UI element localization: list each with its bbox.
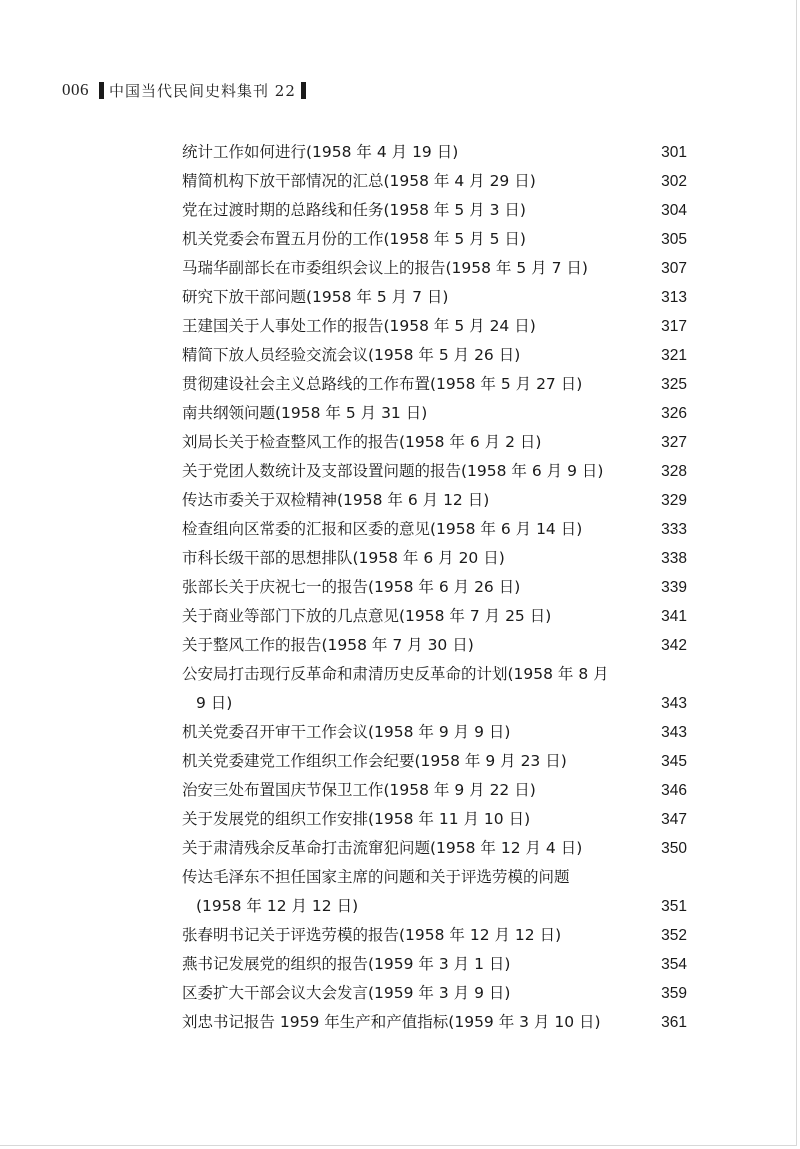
toc-entry-page: 317 (661, 318, 687, 335)
toc-entry-page: 342 (661, 637, 687, 654)
toc-entry-page: 351 (661, 898, 687, 915)
toc-entry-page: 341 (661, 608, 687, 625)
toc-entry (0, 573, 800, 602)
toc-entry-page: 333 (661, 521, 687, 538)
toc-entry-page: 321 (661, 347, 687, 364)
toc-entry-page: 301 (661, 144, 687, 161)
running-header (62, 79, 306, 101)
toc-entry (0, 718, 800, 747)
toc-entry (0, 370, 800, 399)
toc-entry (0, 312, 800, 341)
header-bar-right (301, 82, 306, 99)
toc-entry (0, 138, 800, 167)
toc-entry-title: 张部长关于庆祝七一的报告(1958 年 6 月 26 日) (182, 578, 521, 596)
toc-entry-page: 350 (661, 840, 687, 857)
toc-entry (0, 428, 800, 457)
toc-entry-title: 关于商业等部门下放的几点意见(1958 年 7 月 25 日) (182, 607, 552, 625)
toc-entry-page: 354 (661, 956, 687, 973)
toc-entry-title: (1958 年 12 月 12 日) (196, 897, 359, 915)
toc-entry (0, 457, 800, 486)
table-of-contents (0, 138, 800, 1037)
toc-entry (0, 283, 800, 312)
toc-entry (0, 602, 800, 631)
toc-entry (0, 660, 800, 689)
toc-entry-page: 328 (661, 463, 687, 480)
toc-entry-page: 338 (661, 550, 687, 567)
toc-entry (0, 631, 800, 660)
toc-entry-page: 361 (661, 1014, 687, 1031)
toc-entry (0, 689, 800, 718)
toc-entry-title: 检查组向区常委的汇报和区委的意见(1958 年 6 月 14 日) (182, 520, 583, 538)
toc-entry (0, 544, 800, 573)
toc-entry (0, 950, 800, 979)
toc-entry-title: 关于党团人数统计及支部设置问题的报告(1958 年 6 月 9 日) (182, 462, 604, 480)
toc-entry-title: 关于发展党的组织工作安排(1958 年 11 月 10 日) (182, 810, 531, 828)
toc-entry-title: 刘忠书记报告 1959 年生产和产值指标(1959 年 3 月 10 日) (182, 1013, 601, 1031)
toc-entry (0, 399, 800, 428)
toc-entry-page: 302 (661, 173, 687, 190)
toc-entry (0, 196, 800, 225)
toc-entry-page: 305 (661, 231, 687, 248)
toc-entry-title: 公安局打击现行反革命和肃清历史反革命的计划(1958 年 8 月 (182, 665, 609, 683)
page-number: 006 (62, 80, 89, 99)
toc-entry-title: 统计工作如何进行(1958 年 4 月 19 日) (182, 143, 459, 161)
toc-entry-page: 327 (661, 434, 687, 451)
toc-entry-page: 343 (661, 724, 687, 741)
toc-entry-title: 精简机构下放干部情况的汇总(1958 年 4 月 29 日) (182, 172, 536, 190)
toc-entry-page: 345 (661, 753, 687, 770)
toc-entry-title: 张春明书记关于评选劳模的报告(1958 年 12 月 12 日) (182, 926, 562, 944)
toc-entry-title: 传达市委关于双检精神(1958 年 6 月 12 日) (182, 491, 490, 509)
toc-entry (0, 254, 800, 283)
toc-entry (0, 776, 800, 805)
toc-entry-page: 359 (661, 985, 687, 1002)
toc-entry (0, 979, 800, 1008)
toc-entry-title: 燕书记发展党的组织的报告(1959 年 3 月 1 日) (182, 955, 511, 973)
toc-entry (0, 863, 800, 892)
toc-entry-page: 339 (661, 579, 687, 596)
toc-entry-page: 352 (661, 927, 687, 944)
toc-entry (0, 892, 800, 921)
toc-entry-title: 关于肃清残余反革命打击流窜犯问题(1958 年 12 月 4 日) (182, 839, 583, 857)
toc-entry (0, 515, 800, 544)
toc-entry (0, 225, 800, 254)
toc-entry-page: 307 (661, 260, 687, 277)
toc-entry (0, 167, 800, 196)
toc-entry-title: 党在过渡时期的总路线和任务(1958 年 5 月 3 日) (182, 201, 526, 219)
toc-entry-title: 传达毛泽东不担任国家主席的问题和关于评选劳模的问题 (182, 868, 570, 886)
toc-entry-page: 313 (661, 289, 687, 306)
toc-entry-title: 机关党委会布置五月份的工作(1958 年 5 月 5 日) (182, 230, 526, 248)
header-bar-left (99, 82, 104, 99)
toc-entry-title: 刘局长关于检查整风工作的报告(1958 年 6 月 2 日) (182, 433, 542, 451)
toc-entry-title: 精简下放人员经验交流会议(1958 年 5 月 26 日) (182, 346, 521, 364)
toc-entry (0, 1008, 800, 1037)
toc-entry (0, 486, 800, 515)
toc-entry-title: 马瑞华副部长在市委组织会议上的报告(1958 年 5 月 7 日) (182, 259, 588, 277)
toc-entry (0, 341, 800, 370)
toc-entry-title: 治安三处布置国庆节保卫工作(1958 年 9 月 22 日) (182, 781, 536, 799)
toc-entry (0, 747, 800, 776)
toc-entry (0, 834, 800, 863)
toc-entry-title: 机关党委召开审干工作会议(1958 年 9 月 9 日) (182, 723, 511, 741)
toc-entry-page: 346 (661, 782, 687, 799)
series-title: 中国当代民间史料集刊 22 (109, 81, 296, 100)
toc-entry-title: 研究下放干部问题(1958 年 5 月 7 日) (182, 288, 449, 306)
toc-entry-title: 贯彻建设社会主义总路线的工作布置(1958 年 5 月 27 日) (182, 375, 583, 393)
toc-entry-title: 区委扩大干部会议大会发言(1959 年 3 月 9 日) (182, 984, 511, 1002)
toc-entry-title: 南共纲领问题(1958 年 5 月 31 日) (182, 404, 428, 422)
toc-entry (0, 921, 800, 950)
toc-entry-title: 王建国关于人事处工作的报告(1958 年 5 月 24 日) (182, 317, 536, 335)
toc-entry-page: 304 (661, 202, 687, 219)
toc-entry (0, 805, 800, 834)
toc-entry-page: 329 (661, 492, 687, 509)
toc-entry-page: 326 (661, 405, 687, 422)
toc-entry-title: 机关党委建党工作组织工作会纪要(1958 年 9 月 23 日) (182, 752, 567, 770)
toc-entry-page: 343 (661, 695, 687, 712)
toc-entry-title: 关于整风工作的报告(1958 年 7 月 30 日) (182, 636, 474, 654)
toc-entry-title: 9 日) (196, 694, 233, 712)
toc-entry-title: 市科长级干部的思想排队(1958 年 6 月 20 日) (182, 549, 505, 567)
toc-entry-page: 325 (661, 376, 687, 393)
toc-entry-page: 347 (661, 811, 687, 828)
